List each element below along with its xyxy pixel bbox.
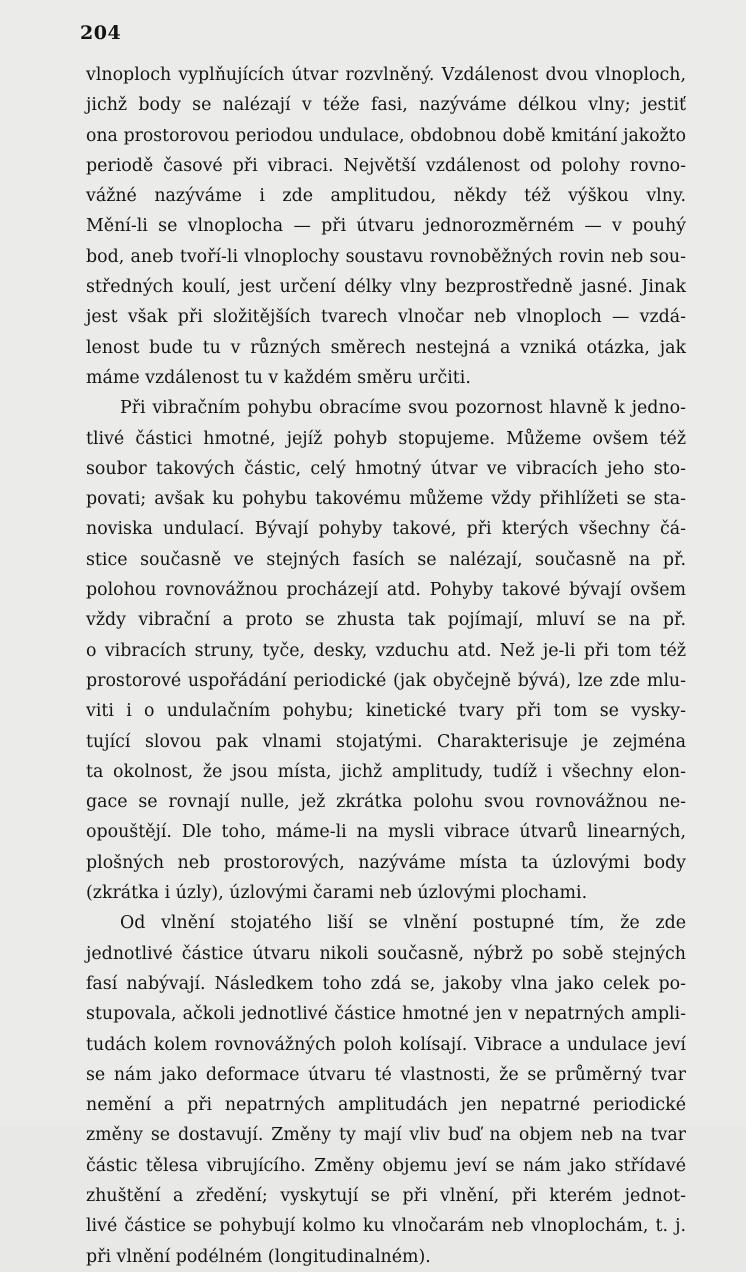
text-line: nemění a při nepatrných amplitudách jen nepatrné periodické	[86, 1095, 686, 1116]
text-line: středných koulí, jest určení délky vlny bezprostředně jasné. Jinak	[86, 277, 686, 298]
text-line: jichž body se nalézají v téže fasi, nazýváme délkou vlny; jestiť	[86, 95, 686, 116]
text-line: tující slovou pak vlnami stojatými. Charakterisuje je zejména	[86, 731, 686, 752]
text-line: lenost bude tu v různých směrech nestejná a vzniká otázka, jak	[86, 337, 686, 358]
text-line: plošných neb prostorových, nazýváme místa ta úzlovými body	[86, 852, 686, 873]
text-line: Při vibračním pohybu obracíme svou pozornost hlavně k jedno-	[120, 398, 686, 419]
text-line: jednotlivé částice útvaru nikoli současně, nýbrž po sobě stejných	[86, 943, 686, 964]
text-line: máme vzdálenost tu v každém směru určiti.	[86, 367, 471, 388]
text-line: částic tělesa vibrujícího. Změny objemu jeví se nám jako střídavé	[86, 1155, 686, 1176]
text-line: se nám jako deformace útvaru té vlastnosti, že se průměrný tvar	[86, 1064, 686, 1085]
text-line: periodě časové při vibraci. Největší vzdálenost od polohy rovno-	[86, 155, 686, 176]
text-line: gace se rovnají nulle, jež zkrátka polohu svou rovnovážnou ne-	[86, 792, 686, 813]
text-line: tlivé částici hmotné, jejíž pohyb stopujeme. Můžeme ovšem též	[86, 428, 686, 449]
text-line: livé částice se pohybují kolmo ku vlnočarám neb vlnoplochám, t. j.	[86, 1216, 686, 1237]
text-line: při vlnění podélném (longitudinalném).	[86, 1246, 431, 1267]
text-line: Od vlnění stojatého liší se vlnění postupné tím, že zde	[120, 913, 686, 934]
text-line: o vibracích struny, tyče, desky, vzduchu atd. Než je-li při tom též	[86, 640, 686, 661]
text-line: jest však při složitějších tvarech vlnočar neb vlnoploch — vzdá-	[86, 307, 686, 328]
text-line: bod, aneb tvoří-li vlnoplochy soustavu rovnoběžných rovin neb sou-	[86, 246, 686, 267]
text-line: zhuštění a zředění; vyskytují se při vlnění, při kterém jednot-	[86, 1185, 686, 1206]
text-line: prostorové uspořádání periodické (jak obyčejně bývá), lze zde mlu-	[86, 670, 686, 691]
text-line: stice současně ve stejných fasích se nalézají, současně na př.	[86, 549, 686, 570]
text-line: viti i o undulačním pohybu; kinetické tvary při tom se vysky-	[86, 701, 686, 722]
text-line: soubor takových částic, celý hmotný útvar ve vibracích jeho sto-	[86, 458, 686, 479]
text-line: vážné nazýváme i zde amplitudou, někdy též výškou vlny.	[86, 186, 686, 207]
text-line: vlnoploch vyplňujících útvar rozvlněný. Vzdálenost dvou vlnoploch,	[86, 65, 686, 85]
text-line: noviska undulací. Bývají pohyby takové, při kterých všechny čá-	[86, 519, 686, 540]
text-line: opouštějí. Dle toho, máme-li na mysli vibrace útvarů linearných,	[86, 822, 686, 843]
text-line: stupovala, ačkoli jednotlivé částice hmotné jen v nepatrných ampli-	[86, 1004, 686, 1025]
text-line: ona prostorovou periodou undulace, obdobnou době kmitání jakožto	[86, 125, 686, 146]
text-line: ta okolnost, že jsou místa, jichž amplitudy, tudíž i všechny elon-	[86, 761, 686, 782]
text-line: fasí nabývají. Následkem toho zdá se, jakoby vlna jako celek po-	[86, 973, 686, 994]
text-line: povati; avšak ku pohybu takovému můžeme vždy přihlížeti se sta-	[86, 489, 686, 510]
page-number: 204	[80, 22, 122, 44]
text-line: polohou rovnovážnou procházejí atd. Pohyby takové bývají ovšem	[86, 580, 686, 601]
text-line: tudách kolem rovnovážných poloh kolísají. Vibrace a undulace jeví	[86, 1034, 686, 1055]
text-line: vždy vibrační a proto se zhusta tak pojímají, mluví se na př.	[86, 610, 686, 631]
body-text	[86, 60, 686, 1272]
text-line: změny se dostavují. Změny ty mají vliv buď na objem neb na tvar	[86, 1125, 686, 1146]
text-line: (zkrátka i úzly), úzlovými čarami neb úzlovými plochami.	[86, 883, 588, 904]
text-line: Mění-li se vlnoplocha — při útvaru jednorozměrném — v pouhý	[86, 216, 686, 237]
